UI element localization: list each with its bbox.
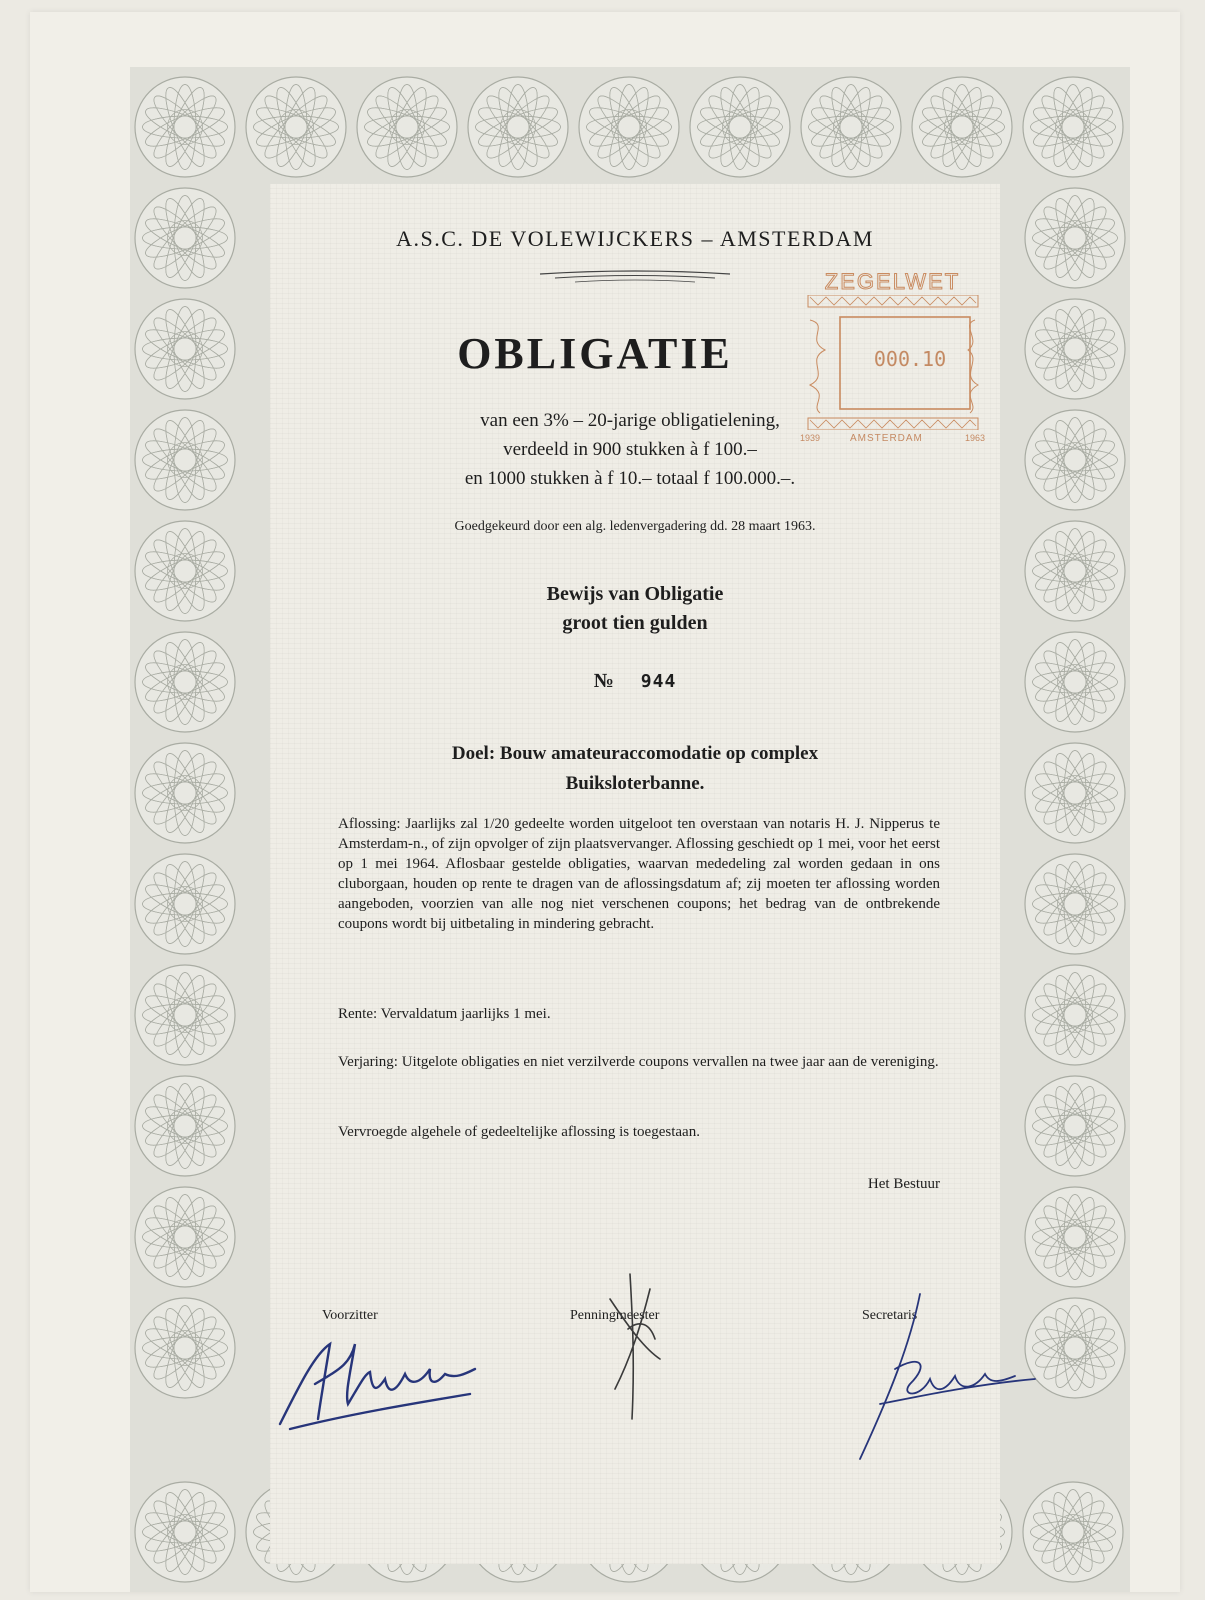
stamp-title: ZEGELWET: [824, 269, 961, 294]
rosette: [135, 632, 235, 732]
board-label: Het Bestuur: [867, 1176, 940, 1192]
rosette: [357, 77, 457, 177]
loan-line: en 1000 stukken à f 10.– totaal f 100.000.–.: [464, 468, 796, 489]
rosette: [135, 77, 235, 177]
interest-clause: Rente: Vervaldatum jaarlijks 1 mei.: [338, 1006, 551, 1022]
limitation-clause: Verjaring: Uitgelote obligaties en niet verzilverde coupons vervallen na twee jaar aan de vereniging.: [338, 1054, 939, 1070]
rosette: [135, 299, 235, 399]
rosette: [1025, 1187, 1125, 1287]
rosette: [579, 77, 679, 177]
rosette: [1025, 1076, 1125, 1176]
stamp-year-left: 1939: [800, 433, 821, 443]
purpose: [310, 739, 960, 799]
rosette: [1025, 410, 1125, 510]
certificate-title: [310, 580, 960, 638]
rosette: [690, 77, 790, 177]
rosette: [1025, 299, 1125, 399]
treasurer-signature: [590, 1269, 670, 1429]
rosette: [1025, 965, 1125, 1065]
early-repayment-clause: Vervroegde algehele of gedeeltelijke aflossing is toegestaan.: [338, 1124, 700, 1140]
document-title: OBLIGATIE: [457, 329, 733, 378]
rosette: [135, 854, 235, 954]
rosette: [1025, 632, 1125, 732]
rosette: [801, 77, 901, 177]
rosette: [135, 1076, 235, 1176]
approval-note: Goedgekeurd door een alg. ledenvergadering dd. 28 maart 1963.: [454, 519, 816, 534]
rosette: [468, 77, 568, 177]
rosette: [1023, 1482, 1123, 1582]
rosette: [912, 77, 1012, 177]
chair-label: Voorzitter: [322, 1308, 378, 1323]
serial-number-block: [440, 670, 830, 693]
rosette: [1025, 521, 1125, 621]
rosette: [135, 965, 235, 1065]
rosette: [135, 188, 235, 288]
stamp-city: AMSTERDAM: [850, 433, 923, 444]
title-ornament: [535, 270, 735, 284]
chair-signature: [270, 1324, 480, 1434]
rosette: [1025, 854, 1125, 954]
certificate-body: [270, 184, 1000, 1564]
purpose-line-2: Buiksloterbanne.: [565, 773, 705, 794]
loan-line: van een 3% – 20-jarige obligatielening,: [480, 410, 780, 431]
rosette: [1025, 743, 1125, 843]
rosette: [1023, 77, 1123, 177]
rosette: [135, 521, 235, 621]
serial-number: 944: [640, 671, 677, 692]
rosette: [135, 410, 235, 510]
rosette: [246, 77, 346, 177]
rosette: [135, 1298, 235, 1398]
stamp-duty-mark: [800, 269, 985, 449]
treasurer-label: Penningmeester: [570, 1308, 660, 1323]
secretary-label: Secretaris: [862, 1308, 918, 1323]
secretary-signature: [800, 1284, 1040, 1464]
purpose-line-1: Doel: Bouw amateuraccomodatie op complex: [451, 743, 819, 764]
certificate-line-1: Bewijs van Obligatie: [546, 583, 724, 605]
rosette: [1025, 188, 1125, 288]
certificate-line-2: groot tien gulden: [562, 612, 708, 634]
number-sign: №: [593, 670, 614, 692]
rosette: [135, 1482, 235, 1582]
stamp-value: 000.10: [873, 347, 947, 371]
document-sheet: [30, 12, 1180, 1592]
rosette: [135, 1187, 235, 1287]
stamp-year-right: 1963: [964, 433, 985, 443]
club-name: A.S.C. DE VOLEWIJCKERS – AMSTERDAM: [396, 226, 874, 251]
loan-line: verdeeld in 900 stukken à f 100.–: [503, 439, 757, 460]
repayment-clause: Aflossing: Jaarlijks zal 1/20 gedeelte worden uitgeloot ten overstaan van notaris H. J. Nipperus te Amsterdam-n., of zijn opvolger of zijn plaatsvervanger. Aflossing geschiedt op 1 mei, voor het eerst op 1 mei 1964. Aflosbaar gestelde obligaties, waarvan mededeling zal worden gedaan in ons cluborgaan, houden op rente te dragen van de aflossingsdatum af; zij moeten ter aflossing worden aangeboden, voorzien van alle nog niet verschenen coupons; het bedrag van de ontbrekende coupons wordt bij uitbetaling in mindering gebracht.: [338, 816, 940, 932]
rosette: [1025, 1298, 1125, 1398]
rosette: [135, 743, 235, 843]
